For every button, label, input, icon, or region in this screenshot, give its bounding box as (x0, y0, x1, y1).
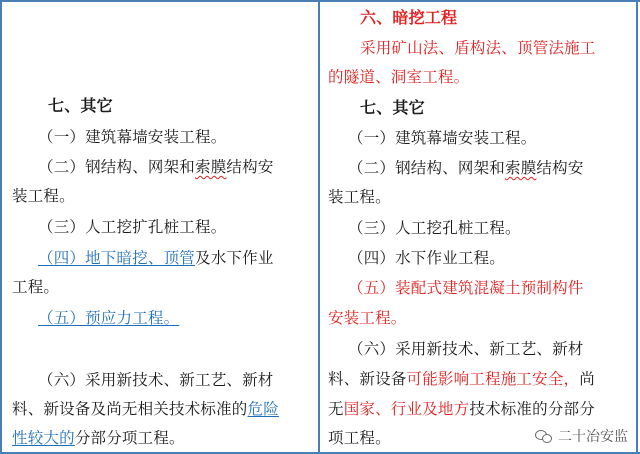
left-item-6-line3 (12, 428, 185, 448)
right-item-2-line1 (348, 158, 584, 178)
right-item-6-text-d: 技术标准的分部分 (469, 400, 595, 418)
left-item-4-line2: 工程。 (12, 278, 60, 296)
left-item-5 (38, 308, 179, 328)
left-item-6-text-end: 分部分项工程。 (74, 429, 185, 447)
right-item-2-underlined: 索膜 (505, 159, 537, 177)
right-item-5-line2: 安装工程。 (328, 309, 407, 327)
left-item-6-link-a[interactable]: 危险 (247, 400, 279, 418)
right-item-2-text-end: 结构安 (536, 159, 584, 177)
right-item-4: （四）水下作业工程。 (348, 249, 506, 267)
right-item-2-text: （二）钢结构、网架和 (348, 159, 506, 177)
right-heading-other: 七、其它 (360, 98, 425, 117)
right-item-6-line3 (328, 399, 595, 419)
left-item-2-line2: 装工程。 (12, 187, 75, 205)
left-heading-other: 七、其它 (48, 96, 113, 115)
wechat-icon (535, 429, 553, 443)
left-item-4-link[interactable]: （四）地下暗挖、顶管 (38, 249, 196, 267)
right-item-6-line1: （六）采用新技术、新工艺、新材 (348, 340, 584, 358)
left-item-6-line1: （六）采用新技术、新工艺、新材 (38, 371, 274, 389)
right-column (320, 0, 638, 454)
watermark-badge (531, 424, 632, 448)
right-item-6-text-c: 无 (328, 400, 344, 418)
left-item-4-text: 及水下作业 (195, 249, 274, 267)
right-item-6-text: 料、新设备 (328, 370, 407, 388)
right-item-6-text-b: 尚 (579, 370, 595, 388)
right-item-2-line2: 装工程。 (328, 188, 391, 206)
right-tunnel-line2: 的隧道、洞室工程。 (328, 68, 470, 86)
right-item-1: （一）建筑幕墙安装工程。 (348, 129, 537, 147)
left-item-2-line1 (38, 157, 274, 177)
left-item-1: （一）建筑幕墙安装工程。 (38, 128, 227, 146)
right-item-6-red-b: 国家、行业及地方 (343, 400, 470, 418)
left-item-2-text: （二）钢结构、网架和 (38, 158, 196, 176)
left-item-6-text: 料、新设备及尚无相关技术标准的 (12, 400, 248, 418)
left-item-3: （三）人工挖扩孔桩工程。 (38, 218, 227, 236)
left-item-2-text-end: 结构安 (226, 158, 274, 176)
right-item-5-line1: （五）装配式建筑混凝土预制构件 (348, 279, 584, 297)
right-heading-tunnel: 六、暗挖工程 (360, 8, 458, 27)
right-item-3: （三）人工挖孔桩工程。 (348, 219, 521, 237)
right-tunnel-line1: 采用矿山法、盾构法、顶管法施工 (360, 39, 596, 57)
left-item-2-underlined: 索膜 (195, 158, 227, 176)
right-item-6-red-a: 可能影响工程施工安全， (406, 370, 580, 388)
right-item-6-line4: 项工程。 (328, 429, 391, 447)
watermark-label: 二十冶安监 (558, 429, 628, 445)
right-item-6-line2 (328, 369, 595, 389)
left-item-4-line1 (38, 248, 274, 268)
left-item-6-link-b[interactable]: 性较大的 (12, 429, 75, 447)
left-item-6-line2 (12, 399, 279, 419)
left-item-5-link[interactable]: （五）预应力工程。 (38, 309, 180, 327)
